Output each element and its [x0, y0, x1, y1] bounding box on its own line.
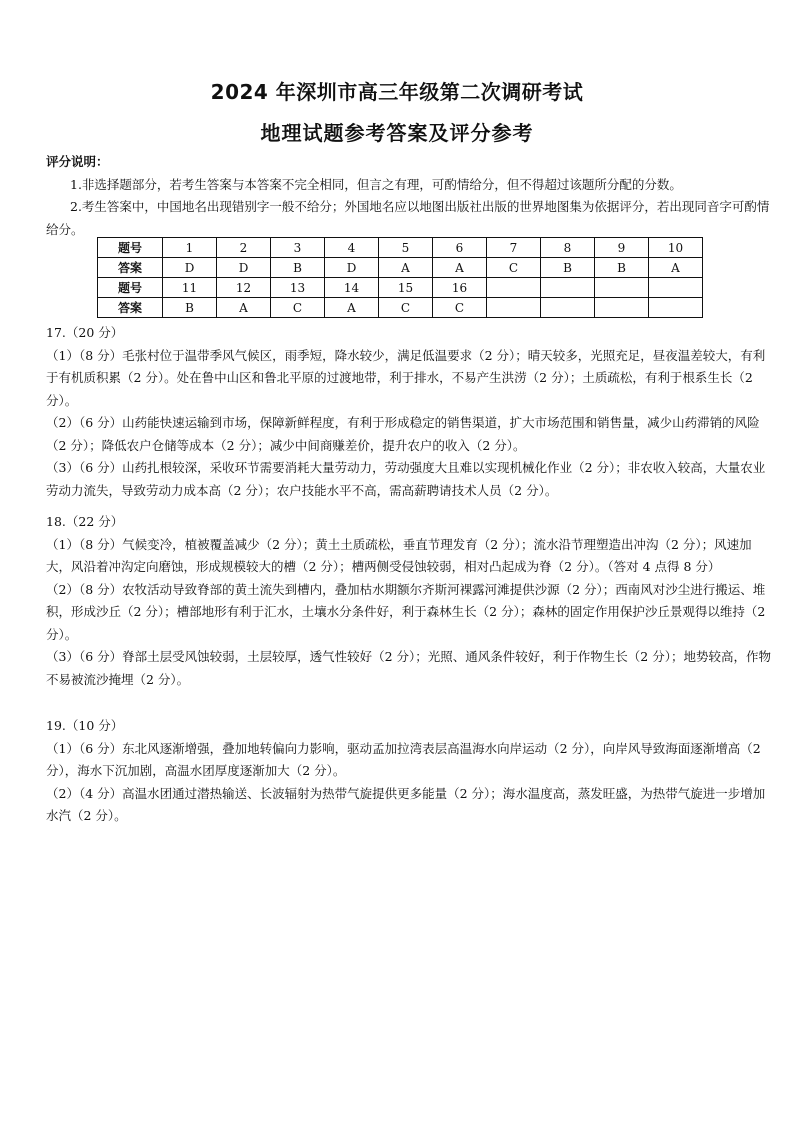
table-row — [98, 258, 703, 278]
scoring-note-1: 1.非选择题部分，若考生答案与本答案不完全相同，但言之有理，可酌情给分，但不得超过该题所分配的分数。 — [70, 176, 682, 192]
table-cell: 4 — [325, 238, 379, 258]
row-label-answer: 答案 — [98, 258, 163, 278]
question-17-part-3: （3）（6 分）山药扎根较深，采收环节需要消耗大量劳动力，劳动强度大且难以实现机械化作业（2 分）；非农收入较高，大量农业劳动力流失，导致劳动力成本高（2 分）；农户技能水平不高，需高薪聘请技术人员（2 分）。 — [46, 460, 766, 498]
table-cell: 10 — [649, 238, 703, 258]
table-cell: 9 — [595, 238, 649, 258]
question-18-part-2: （2）（8 分）农牧活动导致脊部的黄土流失到槽内，叠加枯水期额尔齐斯河裸露河滩提供沙源（2 分）；西南风对沙尘进行搬运、堆积，形成沙丘（2 分）；槽部地形有利于汇水，土壤水分条件好，利于森林生长（2 分）；森林的固定作用保护沙丘景观得以维持（2 分）。 — [46, 581, 766, 642]
table-cell: C — [487, 258, 541, 278]
question-17-heading: 17.（20 分） — [46, 325, 124, 340]
question-17-part-2: （2）（6 分）山药能快速运输到市场，保障新鲜程度，有利于形成稳定的销售渠道，扩大市场范围和销售量，减少山药滞销的风险（2 分）；降低农户仓储等成本（2 分）；减少中间商赚差价，提升农户的收入（2 分）。 — [46, 415, 760, 453]
table-cell — [541, 278, 595, 298]
table-cell: 3 — [271, 238, 325, 258]
document-subtitle: 地理试题参考答案及评分参考 — [260, 121, 534, 145]
scoring-notes-heading: 评分说明： — [46, 154, 109, 169]
table-cell — [649, 298, 703, 318]
table-cell: 7 — [487, 238, 541, 258]
table-cell — [595, 298, 649, 318]
multiple-choice-answer-table — [97, 237, 703, 318]
table-cell: B — [163, 298, 217, 318]
table-cell: A — [379, 258, 433, 278]
table-cell: D — [163, 258, 217, 278]
question-18-section — [46, 511, 776, 691]
table-cell — [487, 278, 541, 298]
question-19-part-2: （2）（4 分）高温水团通过潜热输送、长波辐射为热带气旋提供更多能量（2 分）；海水温度高，蒸发旺盛，为热带气旋进一步增加水汽（2 分）。 — [46, 785, 766, 823]
question-18-heading: 18.（22 分） — [46, 514, 124, 529]
table-cell: A — [217, 298, 271, 318]
table-cell — [541, 298, 595, 318]
table-cell: 5 — [379, 238, 433, 258]
question-18-part-1: （1）（8 分）气候变冷，植被覆盖减少（2 分）；黄土土质疏松，垂直节理发育（2 分）；流水沿节理塑造出冲沟（2 分）；风速加大，风沿着冲沟定向磨蚀，形成规模较大的槽（2 分）；槽两侧受侵蚀较弱，相对凸起成为脊（2 分）。（答对 4 点得 8 分） — [46, 536, 752, 574]
table-cell: C — [379, 298, 433, 318]
table-cell: B — [595, 258, 649, 278]
table-cell: 13 — [271, 278, 325, 298]
table-cell: C — [433, 298, 487, 318]
row-label-answer: 答案 — [98, 298, 163, 318]
row-label-question-number: 题号 — [98, 278, 163, 298]
table-row — [98, 298, 703, 318]
table-cell — [595, 278, 649, 298]
table-cell: B — [271, 258, 325, 278]
table-cell: C — [271, 298, 325, 318]
table-cell: A — [325, 298, 379, 318]
table-cell: 12 — [217, 278, 271, 298]
table-cell: 1 — [163, 238, 217, 258]
table-cell: 8 — [541, 238, 595, 258]
question-19-heading: 19.（10 分） — [46, 718, 124, 733]
table-cell: D — [217, 258, 271, 278]
question-17-section — [46, 322, 776, 502]
table-cell: B — [541, 258, 595, 278]
row-label-question-number: 题号 — [98, 238, 163, 258]
table-cell: 6 — [433, 238, 487, 258]
table-row — [98, 238, 703, 258]
table-row — [98, 278, 703, 298]
table-cell: 11 — [163, 278, 217, 298]
table-cell: 2 — [217, 238, 271, 258]
table-cell — [649, 278, 703, 298]
table-cell: 14 — [325, 278, 379, 298]
table-cell — [487, 298, 541, 318]
scoring-note-2: 2.考生答案中，中国地名出现错别字一般不给分；外国地名应以地图出版社出版的世界地图集为依据评分，若出现同音字可酌情给分。 — [46, 199, 770, 237]
question-18-part-3: （3）（6 分）脊部土层受风蚀较弱，土层较厚，透气性较好（2 分）；光照、通风条件较好，利于作物生长（2 分）；地势较高，作物不易被流沙掩埋（2 分）。 — [46, 649, 771, 687]
table-cell: 15 — [379, 278, 433, 298]
table-cell: 16 — [433, 278, 487, 298]
exam-title: 2024 年深圳市高三年级第二次调研考试 — [210, 80, 584, 104]
question-19-part-1: （1）（6 分）东北风逐渐增强，叠加地转偏向力影响，驱动孟加拉湾表层高温海水向岸运动（2 分），向岸风导致海面逐渐增高（2 分），海水下沉加剧，高温水团厚度逐渐加大（2 分）。 — [46, 740, 761, 778]
table-cell: D — [325, 258, 379, 278]
question-17-part-1: （1）（8 分）毛张村位于温带季风气候区，雨季短，降水较少，满足低温要求（2 分）；晴天较多，光照充足，昼夜温差较大，有利于有机质积累（2 分）。处在鲁中山区和鲁北平原的过渡地带，利于排水，不易产生洪涝（2 分）；土质疏松，有利于根系生长（2 分）。 — [46, 347, 766, 408]
table-cell: A — [649, 258, 703, 278]
scoring-notes — [46, 151, 776, 241]
table-cell: A — [433, 258, 487, 278]
question-19-section — [46, 715, 776, 828]
